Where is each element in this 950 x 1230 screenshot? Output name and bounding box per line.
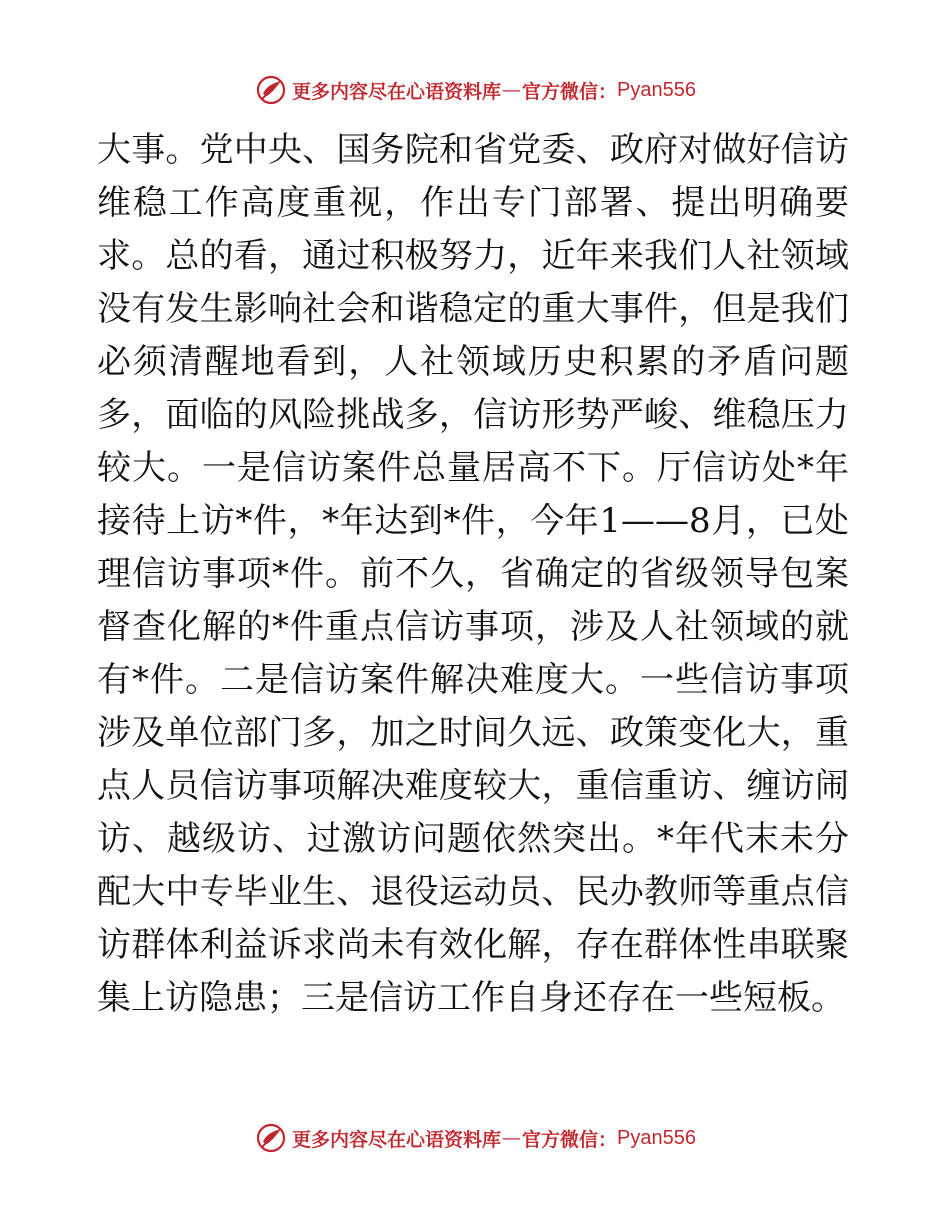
footer-wechat-label: 官方微信：	[522, 1128, 618, 1151]
body-line: 多，面临的风险挑战多，信访形势严峻、维稳压力	[97, 395, 849, 435]
footer-dash: —	[502, 1127, 522, 1149]
body-line: 集上访隐患；三是信访工作自身还存在一些短板。	[97, 978, 845, 1018]
body-line: 点人员信访事项解决难度较大，重信重访、缠访闹	[97, 766, 849, 806]
body-line: 访群体利益诉求尚未有效化解，存在群体性串联聚	[97, 925, 849, 965]
body-line: 接待上访*件，*年达到*件，今年1——8月，已处	[97, 501, 849, 541]
body-line: 涉及单位部门多，加之时间久远、政策变化大，重	[97, 713, 849, 753]
body-line: 配大中专毕业生、退役运动员、民办教师等重点信	[97, 872, 849, 912]
body-line: 理信访事项*件。前不久，省确定的省级领导包案	[97, 554, 849, 594]
body-line: 维稳工作高度重视，作出专门部署、提出明确要	[97, 183, 849, 223]
body-line: 较大。一是信访案件总量居高不下。厅信访处*年	[97, 448, 849, 488]
footer-watermark	[0, 1118, 950, 1158]
body-line: 有*件。二是信访案件解决难度大。一些信访事项	[97, 660, 849, 700]
body-line: 没有发生影响社会和谐稳定的重大事件，但是我们	[97, 289, 849, 329]
header-watermark	[0, 70, 950, 110]
body-line: 大事。党中央、国务院和省党委、政府对做好信访	[97, 130, 849, 170]
body-line: 求。总的看，通过积极努力，近年来我们人社领域	[97, 236, 849, 276]
header-brand: 更多内容尽在心语资料库	[292, 80, 502, 103]
logo-icon	[254, 1121, 288, 1155]
header-wechat-label: 官方微信：	[522, 80, 618, 103]
body-line: 督查化解的*件重点信访事项，涉及人社领域的就	[97, 607, 849, 647]
document-body	[97, 124, 849, 1025]
header-dash: —	[502, 79, 522, 101]
header-wechat-handle: Pyan556	[617, 78, 696, 101]
body-line: 访、越级访、过激访问题依然突出。*年代末未分	[97, 819, 849, 859]
body-line: 必须清醒地看到，人社领域历史积累的矛盾问题	[97, 342, 849, 382]
footer-brand: 更多内容尽在心语资料库	[292, 1128, 502, 1151]
logo-icon	[254, 73, 288, 107]
footer-wechat-handle: Pyan556	[617, 1126, 696, 1149]
